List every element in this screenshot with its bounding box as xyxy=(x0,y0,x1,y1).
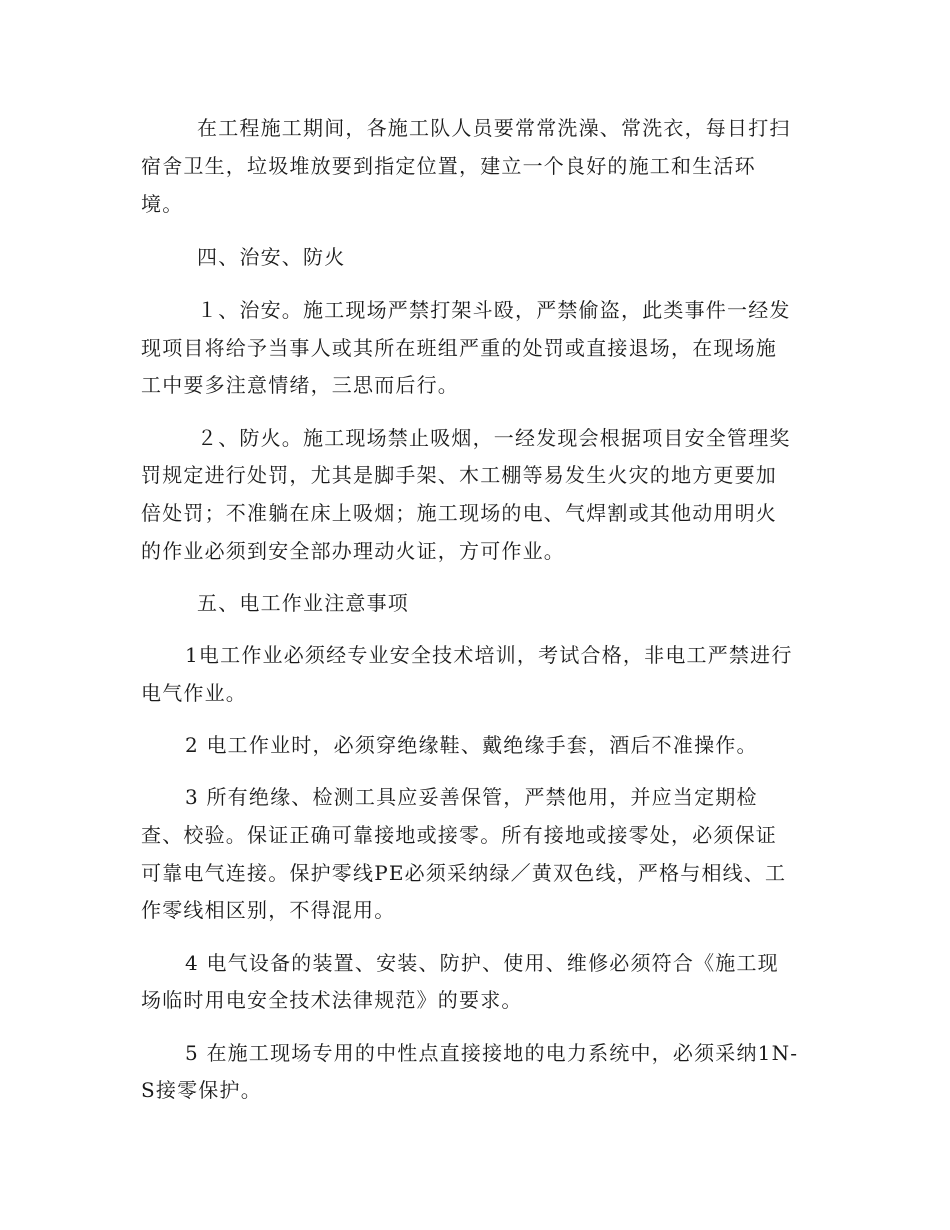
item-3-line-1: 3 所有绝缘、检测工具应妥善保管，严禁他用，并应当定期检 xyxy=(185,785,758,809)
security-line-2: 现项目将给予当事人或其所在班组严重的处罚或直接退场，在现场施 xyxy=(141,336,777,360)
item-5-line-2: S接零保护。 xyxy=(141,1078,262,1102)
section-heading-security-fire: 四、治安、防火 xyxy=(197,245,346,269)
hygiene-line-3: 境。 xyxy=(141,192,184,216)
hygiene-line-2: 宿舍卫生，垃圾堆放要到指定位置，建立一个良好的施工和生活环 xyxy=(141,154,756,178)
section-heading-electrical: 五、电工作业注意事项 xyxy=(197,591,409,615)
item-5-line-1: 5 在施工现场专用的中性点直接接地的电力系统中，必须采纳1N- xyxy=(185,1041,799,1065)
security-line-3: 工中要多注意情绪，三思而后行。 xyxy=(141,373,459,397)
item-4-line-2: 场临时用电安全技术法律规范》的要求。 xyxy=(141,988,523,1012)
fire-line-1: ２、防火。施工现场禁止吸烟，一经发现会根据项目安全管理奖 xyxy=(197,426,791,450)
fire-line-4: 的作业必须到安全部办理动火证，方可作业。 xyxy=(141,539,565,563)
fire-line-2: 罚规定进行处罚，尤其是脚手架、木工棚等易发生火灾的地方更要加 xyxy=(141,463,777,487)
item-1-line-2: 电气作业。 xyxy=(141,681,247,705)
fire-line-3: 倍处罚；不准躺在床上吸烟；施工现场的电、气焊割或其他动用明火 xyxy=(141,501,777,525)
hygiene-line-1: 在工程施工期间，各施工队人员要常常洗澡、常洗衣，每日打扫 xyxy=(197,116,791,140)
item-3-line-3: 可靠电气连接。保护零线PE必须采纳绿／黄双色线，严格与相线、工 xyxy=(141,861,787,885)
item-3-line-2: 查、校验。保证正确可靠接地或接零。所有接地或接零处，必须保证 xyxy=(141,823,777,847)
item-4-line-1: 4 电气设备的装置、安装、防护、使用、维修必须符合《施工现 xyxy=(185,951,779,975)
item-1-line-1: 1电工作业必须经专业安全技术培训，考试合格，非电工严禁进行 xyxy=(185,643,793,667)
security-line-1: １、治安。施工现场严禁打架斗殴，严禁偷盗，此类事件一经发 xyxy=(197,298,791,322)
item-3-line-4: 作零线相区别，不得混用。 xyxy=(141,898,396,922)
item-2-line-1: 2 电工作业时，必须穿绝缘鞋、戴绝缘手套，酒后不准操作。 xyxy=(185,733,758,757)
